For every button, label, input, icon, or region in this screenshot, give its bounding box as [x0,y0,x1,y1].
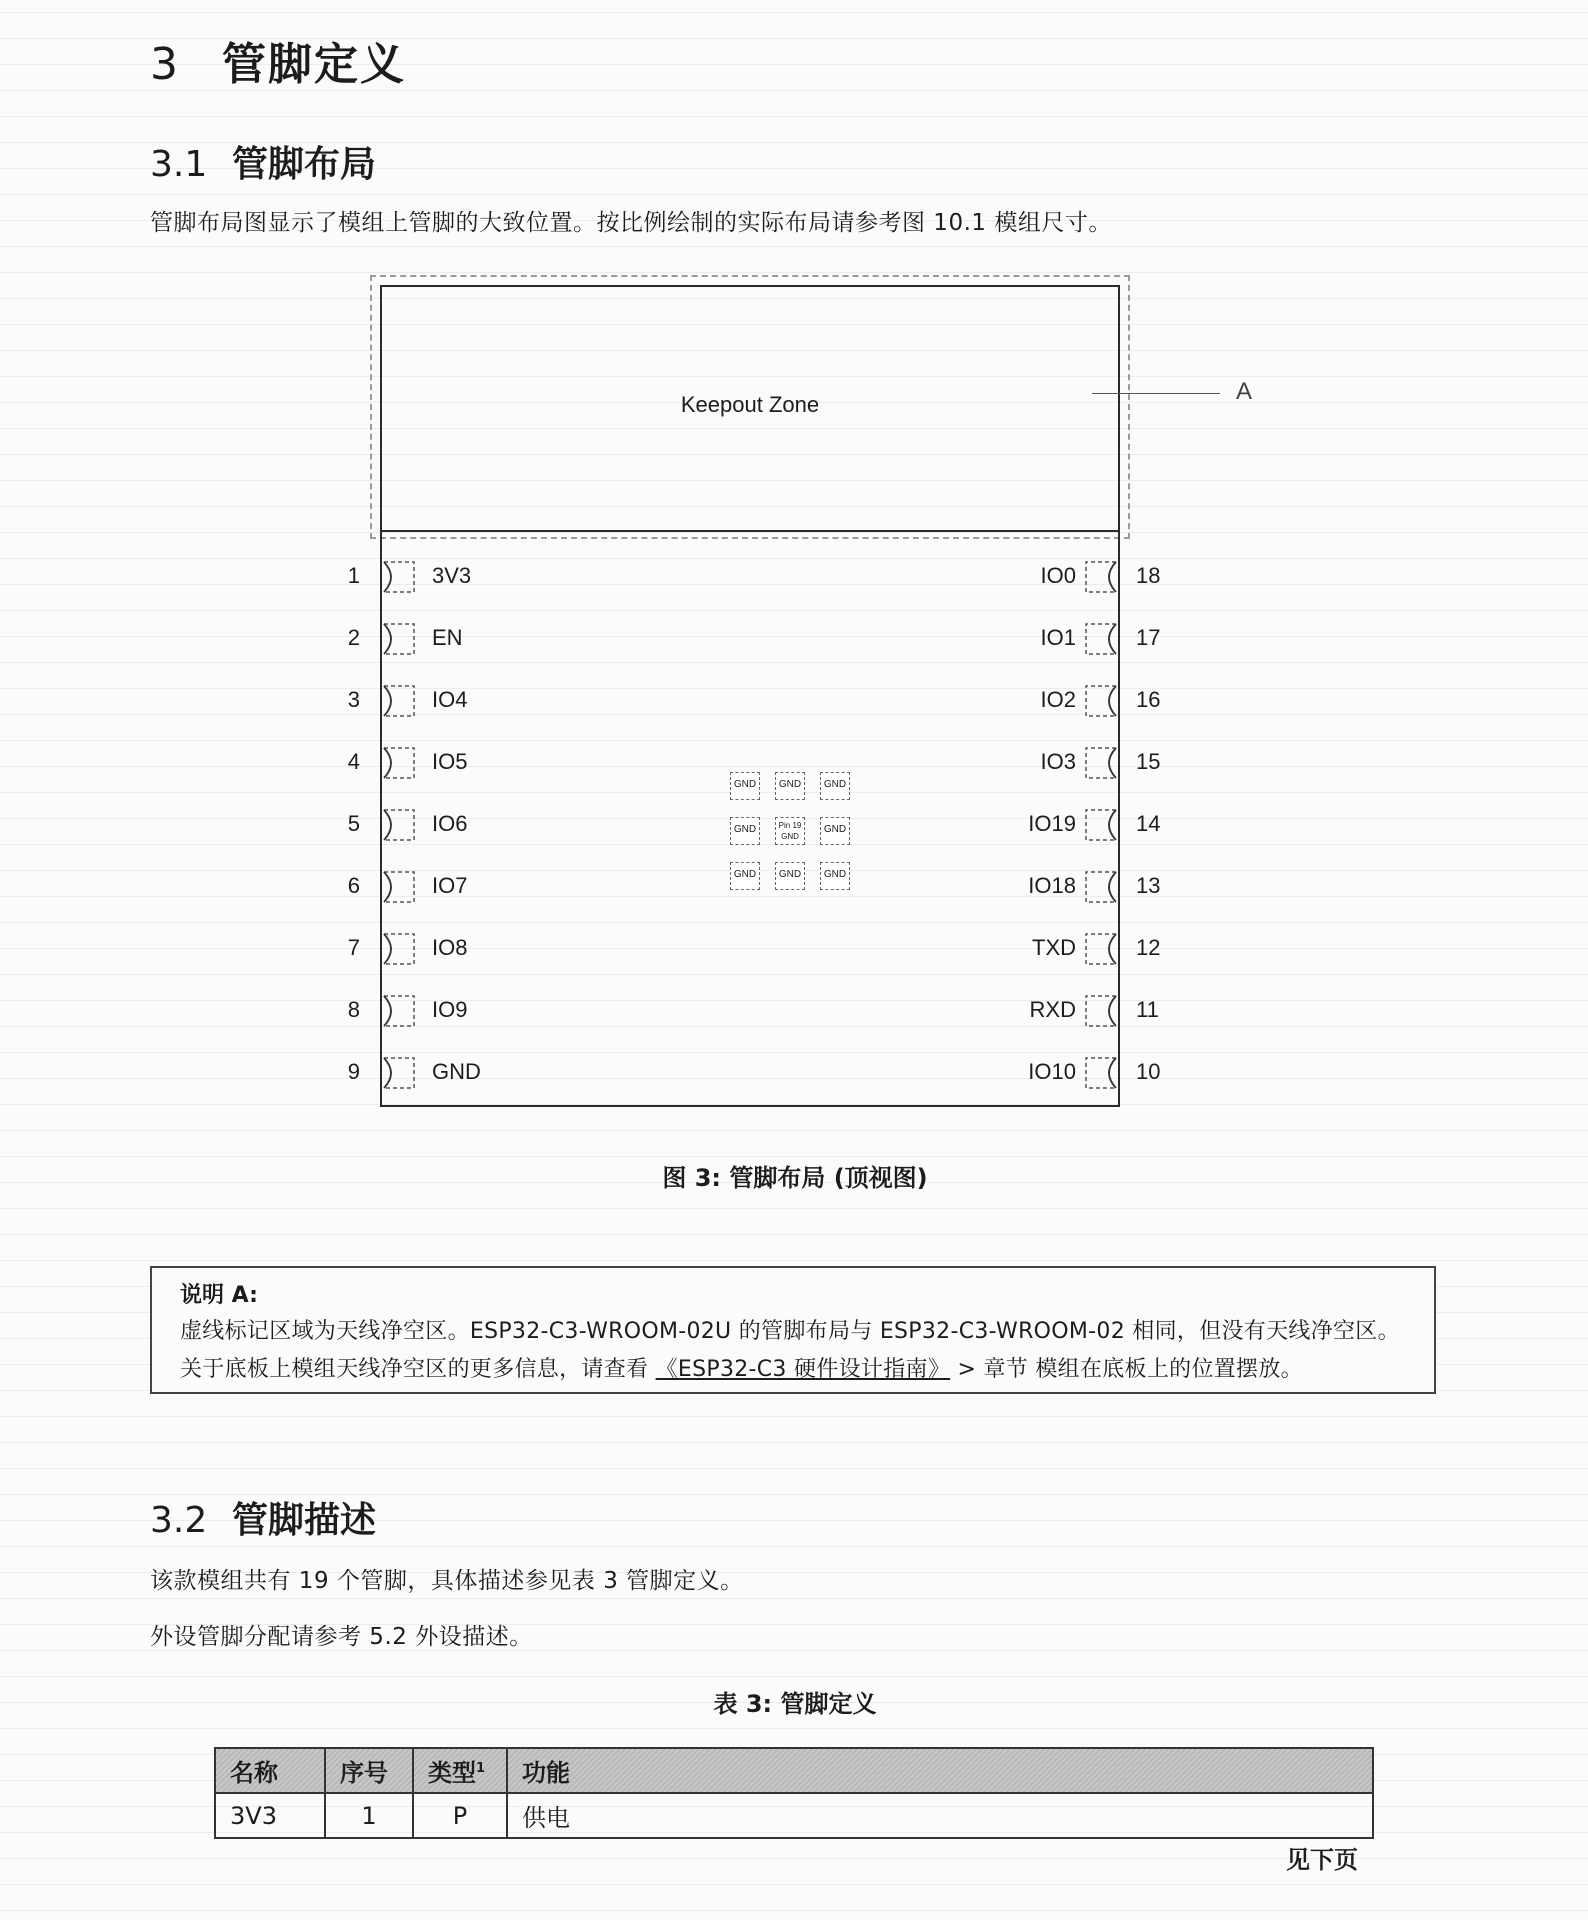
center-ground-pad [775,817,805,845]
cell-type: P [413,1793,507,1838]
header-number: 序号 [325,1748,413,1793]
castellated-pad [382,932,416,966]
castellated-pad [1084,622,1118,656]
keepout-zone-label: Keepout Zone [680,392,820,417]
pin-name: IO9 [432,997,468,1022]
background-line [0,1260,1588,1261]
background-line [0,116,1588,117]
pin-number: 12 [1136,935,1161,960]
gnd-pad: GND [730,817,760,845]
pin-number: 14 [1136,811,1161,836]
layout-intro: 管脚布局图显示了模组上管脚的大致位置。按比例绘制的实际布局请参考图 10.1 模组尺寸。 [150,210,1112,236]
gnd-pad: GND [820,862,850,890]
background-line [0,1208,1588,1209]
background-line [0,272,1588,273]
figure-caption: 图 3: 管脚布局 (顶视图) [662,1164,928,1192]
gnd-pad: GND [820,772,850,800]
subsection-title: 管脚布局 [232,144,377,185]
background-line [0,1884,1588,1885]
background-line [0,1156,1588,1157]
background-line [0,1234,1588,1235]
castellated-pad [1084,994,1118,1028]
continued-on-next-page: 见下页 [1286,1846,1358,1874]
pin-number: 6 [347,873,360,898]
castellated-pad [382,808,416,842]
pin-number: 11 [1136,997,1159,1022]
note-title: 说明 A: [180,1283,258,1308]
castellated-pad [382,994,416,1028]
header-type-label: 类型 [428,1759,476,1787]
pin-name: IO10 [1028,1059,1076,1084]
castellated-pad [382,746,416,780]
table-header-row [215,1748,1373,1793]
background-line [0,1416,1588,1417]
subsection-title: 管脚描述 [232,1500,377,1541]
table-row [215,1793,1373,1838]
castellated-pad [1084,684,1118,718]
subsection-heading-description [150,1492,376,1543]
center-pad-line2: GND [781,832,799,841]
pin-name: IO4 [432,687,468,712]
gnd-pad: GND [820,817,850,845]
gnd-pad: GND [775,772,805,800]
gnd-pad: GND [775,862,805,890]
background-line [0,1546,1588,1547]
note-line-2-prefix: 关于底板上模组天线净空区的更多信息，请查看 [180,1357,649,1382]
pin-number: 2 [347,625,360,650]
pin-name: RXD [1029,997,1076,1022]
annotation-letter: A [1236,378,1253,405]
castellated-pad [1084,560,1118,594]
hardware-design-guide-link[interactable]: 《ESP32-C3 硬件设计指南》 [655,1357,951,1382]
pin-number: 7 [347,935,360,960]
description-para-2: 外设管脚分配请参考 5.2 外设描述。 [150,1624,533,1650]
footnote-marker: 1 [476,1761,486,1776]
note-line-2-suffix: > 章节 模组在底板上的位置摆放。 [957,1357,1303,1382]
castellated-pad [1084,746,1118,780]
pin-number: 1 [347,563,360,588]
pin-number: 9 [347,1059,360,1084]
castellated-pad [382,684,416,718]
gnd-pad: GND [730,772,760,800]
note-line-1: 虚线标记区域为天线净空区。ESP32-C3-WROOM-02U 的管脚布局与 ESP32-C3-WROOM-02 相同，但没有天线净空区。 [180,1319,1400,1344]
castellated-pad [1084,1056,1118,1090]
pin-number: 3 [347,687,360,712]
header-type [413,1748,507,1793]
background-line [0,1468,1588,1469]
background-line [0,1598,1588,1599]
center-pad-line1: Pin 19 [778,821,802,830]
pin-name: 3V3 [432,563,472,588]
castellated-pad [382,622,416,656]
section-heading [150,28,406,92]
background-line [0,12,1588,13]
castellated-pad [1084,808,1118,842]
pin-name: IO2 [1040,687,1076,712]
pin-number: 13 [1136,873,1161,898]
background-line [0,1442,1588,1443]
pin-name: TXD [1032,935,1076,960]
gnd-pad: GND [730,862,760,890]
pin-number: 8 [347,997,360,1022]
background-line [0,1728,1588,1729]
keepout-divider [382,530,1118,532]
pin-name: EN [432,625,463,650]
pin-name: IO8 [432,935,468,960]
pin-number: 16 [1136,687,1161,712]
section-number: 3 [150,39,180,90]
pin-name: IO1 [1040,625,1076,650]
pin-name: IO5 [432,749,468,774]
description-para-1: 该款模组共有 19 个管脚，具体描述参见表 3 管脚定义。 [150,1568,744,1594]
pin-name: GND [432,1059,481,1084]
pin-name: IO0 [1040,563,1076,588]
background-line [0,1130,1588,1131]
pin-name: IO19 [1028,811,1076,836]
header-function: 功能 [507,1748,1373,1793]
pin-name: IO3 [1040,749,1076,774]
pin-number: 17 [1136,625,1161,650]
pin-name: IO6 [432,811,468,836]
pin-number: 18 [1136,563,1161,588]
pin-number: 4 [347,749,360,774]
note-line-2 [180,1352,1303,1383]
section-title: 管脚定义 [222,39,406,90]
pin-name: IO18 [1028,873,1076,898]
background-line [0,194,1588,195]
cell-function: 供电 [507,1793,1373,1838]
background-line [0,1910,1588,1911]
castellated-pad [1084,932,1118,966]
table-caption: 表 3: 管脚定义 [713,1690,877,1718]
pin-number: 10 [1136,1059,1161,1084]
background-line [0,246,1588,247]
subsection-number: 3.2 [150,1500,208,1541]
cell-number: 1 [325,1793,413,1838]
pin-number: 15 [1136,749,1161,774]
pin-definition-table [214,1747,1374,1839]
cell-name: 3V3 [215,1793,325,1838]
castellated-pad [382,1056,416,1090]
header-name: 名称 [215,1748,325,1793]
castellated-pad [1084,870,1118,904]
subsection-heading-layout [150,136,376,187]
annotation-leader-line [1092,393,1220,394]
castellated-pad [382,870,416,904]
pin-number: 5 [347,811,360,836]
subsection-number: 3.1 [150,144,208,185]
pin-name: IO7 [432,873,468,898]
background-line [0,1676,1588,1677]
castellated-pad [382,560,416,594]
